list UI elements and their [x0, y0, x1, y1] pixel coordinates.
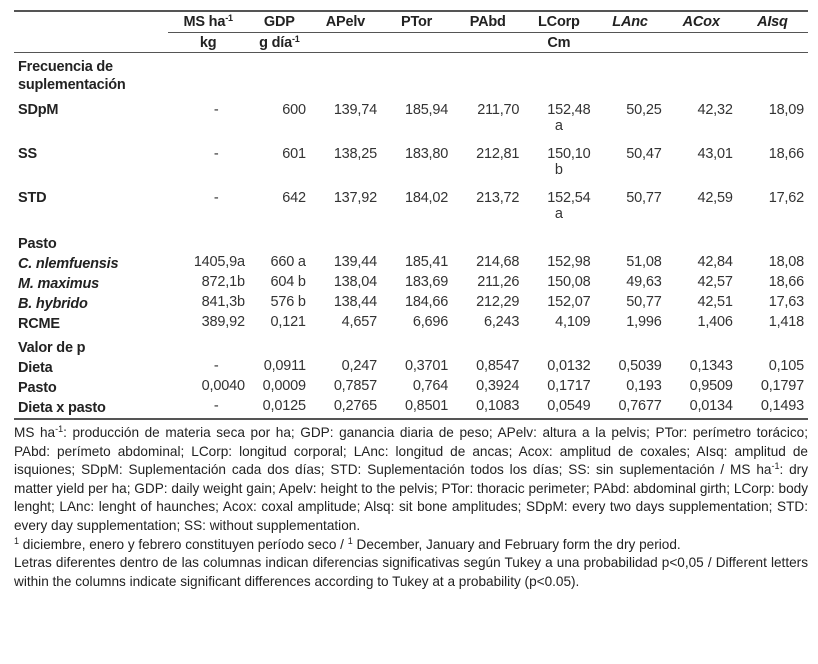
value: 185,94 [404, 102, 449, 118]
value-cell [249, 254, 310, 274]
value-cell [737, 358, 808, 378]
value: 213,72 [476, 190, 520, 206]
table-row [14, 254, 808, 274]
value-cell [523, 358, 594, 378]
footnote-part: December, January and February form the dry period. [352, 536, 681, 552]
value: 152,48 [547, 102, 591, 118]
value: 4,657 [341, 314, 377, 330]
value: 138,25 [333, 146, 377, 162]
value-cell [381, 142, 452, 186]
units-spacer [452, 33, 523, 53]
value-cell [168, 358, 249, 378]
footnote-part: diciembre, enero y febrero constituyen período seco / [19, 536, 348, 552]
header-row [14, 11, 808, 33]
value-cell [310, 186, 381, 230]
empty-cell [523, 53, 594, 99]
value: 43,01 [697, 146, 733, 162]
value: 42,32 [697, 102, 733, 118]
value-cell [594, 398, 665, 419]
header-apelv: APelv [310, 11, 381, 33]
section-row [14, 230, 808, 254]
value: - [213, 398, 219, 414]
value: 0,121 [270, 314, 306, 330]
value-cell [168, 254, 249, 274]
footnote-sup: -1 [55, 424, 64, 434]
units-g [249, 33, 310, 53]
results-table [14, 10, 808, 420]
header-gdp: GDP [249, 11, 310, 33]
table-row [14, 398, 808, 419]
units-spacer [666, 33, 737, 53]
value-cell [452, 314, 523, 334]
header-ms-label: MS ha [183, 14, 226, 30]
value: 137,92 [333, 190, 377, 206]
value-cell [381, 186, 452, 230]
value: 660 a [270, 254, 306, 270]
value-cell [310, 378, 381, 398]
value: 872,1b [201, 274, 245, 290]
empty-cell [381, 334, 452, 358]
units-kg: kg [168, 33, 249, 53]
value-cell [452, 254, 523, 274]
value: 138,44 [333, 294, 377, 310]
row-label: Dieta [18, 360, 53, 376]
value-cell [666, 254, 737, 274]
value: 601 [282, 146, 306, 162]
section-title: Frecuencia de suplementación [18, 59, 126, 93]
value-cell [452, 274, 523, 294]
header-blank [14, 11, 168, 33]
value-cell [594, 98, 665, 142]
value-cell [737, 98, 808, 142]
value: 152,98 [547, 254, 591, 270]
row-label: RCME [18, 316, 60, 332]
value-cell [666, 294, 737, 314]
section-title: Valor de p [18, 339, 86, 356]
value: 139,44 [333, 254, 377, 270]
value: - [213, 190, 219, 206]
footnote-dry-period [14, 536, 808, 555]
value-cell [666, 142, 737, 186]
value-cell [452, 398, 523, 419]
value-cell [737, 254, 808, 274]
value-cell [249, 142, 310, 186]
value-cell [168, 314, 249, 334]
value: 49,63 [626, 274, 662, 290]
value: 389,92 [201, 314, 245, 330]
value: 1,996 [626, 314, 662, 330]
footnote-sup: 1 [347, 535, 353, 546]
value: 184,66 [404, 294, 449, 310]
value-cell [310, 358, 381, 378]
value-cell [249, 378, 310, 398]
value-cell [523, 314, 594, 334]
value: 576 b [270, 294, 306, 310]
value: 184,02 [404, 190, 449, 206]
value-cell [452, 142, 523, 186]
empty-cell [523, 230, 594, 254]
value: - [213, 102, 219, 118]
value: 212,29 [476, 294, 520, 310]
empty-cell [168, 230, 249, 254]
value: 18,66 [768, 146, 804, 162]
empty-cell [523, 334, 594, 358]
value: 0,0009 [262, 378, 306, 394]
significance-letter: a [554, 118, 563, 134]
value-cell [666, 314, 737, 334]
value: 18,08 [768, 254, 804, 270]
units-g-sup: -1 [291, 33, 300, 44]
value-cell [523, 378, 594, 398]
row-label: Dieta x pasto [14, 398, 168, 419]
value: 0,7857 [333, 378, 377, 394]
row-label: C. nlemfuensis [18, 256, 119, 272]
value: 600 [282, 102, 306, 118]
value-cell [310, 254, 381, 274]
value-cell [381, 314, 452, 334]
value: 1,418 [768, 314, 804, 330]
value-cell [523, 294, 594, 314]
table-row [14, 358, 808, 378]
value: 42,84 [697, 254, 733, 270]
value-cell [594, 274, 665, 294]
units-blank [14, 33, 168, 53]
value-cell [594, 314, 665, 334]
value: 185,41 [404, 254, 449, 270]
value-cell [666, 358, 737, 378]
value: 0,8501 [404, 398, 449, 414]
empty-cell [249, 53, 310, 99]
value-cell [249, 294, 310, 314]
value: 0,2765 [333, 398, 377, 414]
value: 642 [282, 190, 306, 206]
value: 50,47 [626, 146, 662, 162]
value-cell [666, 186, 737, 230]
value-cell [381, 98, 452, 142]
empty-cell [249, 334, 310, 358]
value-cell [168, 398, 249, 419]
empty-cell [594, 230, 665, 254]
value: 150,10 [547, 146, 591, 162]
significance-letter: a [554, 206, 563, 222]
empty-cell [381, 53, 452, 99]
value: 604 b [270, 274, 306, 290]
value: 18,09 [768, 102, 804, 118]
value-cell [452, 98, 523, 142]
row-label: STD [18, 190, 47, 206]
footnote-part: MS ha [14, 425, 56, 440]
empty-cell [666, 53, 737, 99]
value: 0,1083 [476, 398, 520, 414]
value-cell [310, 398, 381, 419]
empty-cell [381, 230, 452, 254]
value-cell [594, 254, 665, 274]
table-row [14, 186, 808, 230]
value-cell [452, 378, 523, 398]
value-cell [737, 186, 808, 230]
value: 1405,9a [193, 254, 245, 270]
value: 17,62 [768, 190, 804, 206]
value: 0,193 [626, 378, 662, 394]
units-spacer [594, 33, 665, 53]
footnote-part: : dry matter yield per ha; GDP: daily weight gain; Apelv: height to the pelvis; PTor: thoracic perimeter; PAbd: abdominal girth; LCorp: body lenght; LAnc: lenght of haunches; Acox: coxal amplitude; Alsq: sit bone amplitudes; SDpM: every two days supplementation; STD: every day supplementation; SS: without supplementation. [14, 462, 809, 533]
value-cell [594, 186, 665, 230]
empty-cell [452, 334, 523, 358]
header-acox: ACox [666, 11, 737, 33]
value-cell [523, 254, 594, 274]
units-cm: Cm [523, 33, 594, 53]
value: 4,109 [555, 314, 591, 330]
value-cell [249, 398, 310, 419]
value: 50,77 [626, 190, 662, 206]
empty-cell [737, 230, 808, 254]
value-cell [523, 274, 594, 294]
units-row [14, 33, 808, 53]
value-cell [666, 274, 737, 294]
units-g-label: g día [259, 34, 292, 51]
value-cell [249, 186, 310, 230]
value: - [213, 146, 219, 162]
value: - [213, 358, 219, 374]
footnote-sup: 1 [14, 535, 20, 546]
value: 0,1717 [547, 378, 591, 394]
value: 212,81 [476, 146, 520, 162]
value: 18,66 [768, 274, 804, 290]
value-cell [168, 378, 249, 398]
section-title: Pasto [18, 235, 57, 252]
value-cell [737, 274, 808, 294]
empty-cell [310, 334, 381, 358]
value-cell [666, 98, 737, 142]
value: 0,1343 [689, 358, 733, 374]
value: 17,63 [768, 294, 804, 310]
value-cell [381, 398, 452, 419]
value-cell [310, 274, 381, 294]
footnote-sup: -1 [771, 461, 780, 472]
header-aisq: AIsq [737, 11, 808, 33]
value: 0,1493 [760, 398, 804, 414]
value: 183,69 [404, 274, 449, 290]
empty-cell [168, 53, 249, 99]
header-ms-sup: -1 [225, 13, 233, 23]
empty-cell [737, 53, 808, 99]
value: 42,51 [697, 294, 733, 310]
value-cell [168, 294, 249, 314]
footnote-abbreviations [14, 424, 808, 536]
value: 6,696 [412, 314, 449, 330]
value: 152,54 [547, 190, 591, 206]
value-cell [381, 274, 452, 294]
footnote-tukey: Letras diferentes dentro de las columnas indican diferencias significativas según Tukey a una probabilidad p<0,05 / Different letters within the columns indicate significant differences according to Tukey at a probability (p<0.05). [14, 555, 808, 589]
value: 0,9509 [689, 378, 733, 394]
units-spacer [737, 33, 808, 53]
value: 211,70 [477, 102, 520, 118]
value-cell [310, 98, 381, 142]
value: 0,0549 [547, 398, 591, 414]
value-cell [452, 186, 523, 230]
units-spacer [310, 33, 381, 53]
row-label: B. hybrido [18, 296, 88, 312]
value-cell [594, 378, 665, 398]
value-cell [249, 314, 310, 334]
header-ptor: PTor [381, 11, 452, 33]
empty-cell [737, 334, 808, 358]
value: 841,3b [201, 294, 245, 310]
value: 50,25 [626, 102, 662, 118]
header-pabd: PAbd [452, 11, 523, 33]
value: 150,08 [547, 274, 591, 290]
value-cell [737, 142, 808, 186]
value: 0,105 [768, 358, 804, 374]
row-label: SDpM [18, 102, 59, 118]
value-cell [666, 378, 737, 398]
value: 183,80 [404, 146, 449, 162]
value: 0,0125 [262, 398, 306, 414]
empty-cell [594, 53, 665, 99]
value-cell [310, 294, 381, 314]
empty-cell [666, 334, 737, 358]
value-cell [666, 398, 737, 419]
value: 152,07 [547, 294, 591, 310]
value-cell [737, 398, 808, 419]
table-row [14, 314, 808, 334]
value: 50,77 [626, 294, 662, 310]
value: 51,08 [626, 254, 662, 270]
value: 0,8547 [476, 358, 520, 374]
value: 0,3924 [476, 378, 520, 394]
table-row [14, 142, 808, 186]
value: 0,0134 [689, 398, 733, 414]
value: 6,243 [483, 314, 520, 330]
units-spacer [381, 33, 452, 53]
empty-cell [666, 230, 737, 254]
table-body [14, 53, 808, 420]
empty-cell [310, 53, 381, 99]
value: 1,406 [697, 314, 733, 330]
value: 42,59 [697, 190, 733, 206]
empty-cell [452, 53, 523, 99]
value-cell [737, 378, 808, 398]
value-cell [381, 294, 452, 314]
value-cell [452, 358, 523, 378]
value-cell [168, 186, 249, 230]
empty-cell [249, 230, 310, 254]
significance-letter: b [554, 162, 563, 178]
value-cell [737, 314, 808, 334]
value-cell [523, 186, 594, 230]
value-cell [381, 254, 452, 274]
value-cell [737, 294, 808, 314]
header-lcorp: LCorp [523, 11, 594, 33]
value-cell [381, 378, 452, 398]
value-cell [249, 358, 310, 378]
value: 0,0911 [263, 358, 306, 374]
value: 138,04 [333, 274, 377, 290]
value: 0,247 [341, 358, 377, 374]
section-row [14, 334, 808, 358]
empty-cell [310, 230, 381, 254]
value-cell [310, 314, 381, 334]
value-cell [452, 294, 523, 314]
value-cell [381, 358, 452, 378]
row-label: Pasto [18, 380, 57, 396]
value-cell [523, 98, 594, 142]
value-cell [168, 274, 249, 294]
value-cell [594, 142, 665, 186]
value-cell [168, 142, 249, 186]
empty-cell [594, 334, 665, 358]
value: 0,0040 [201, 378, 245, 394]
table-row [14, 294, 808, 314]
row-label: M. maximus [18, 276, 99, 292]
value-cell [310, 142, 381, 186]
header-lanc: LAnc [594, 11, 665, 33]
value: 139,74 [333, 102, 377, 118]
value-cell [168, 98, 249, 142]
value: 0,0132 [547, 358, 591, 374]
value: 0,7677 [618, 398, 662, 414]
value-cell [594, 294, 665, 314]
value-cell [523, 142, 594, 186]
header-ms [168, 11, 249, 33]
footnote-part: : producción de materia seca por ha; GDP: ganancia diaria de peso; APelv: altura a la pelvis; PTor: perímetro torácico; PAbd: perímeto abdominal; LCorp: longitud corporal; LAnc: longitud de ancas; Acox: amplitud de coxales; AIsq: amplitud de isquiones; SDpM: Suplementación cada dos días; STD: Suplementación todos los días; SS: sin suplementación / MS ha [14, 425, 808, 478]
footnotes [14, 424, 808, 591]
value-cell [594, 358, 665, 378]
empty-cell [452, 230, 523, 254]
section-row [14, 53, 808, 99]
value: 42,57 [697, 274, 733, 290]
value: 0,3701 [404, 358, 449, 374]
value-cell [249, 274, 310, 294]
table-row [14, 98, 808, 142]
value-cell [523, 398, 594, 419]
value-cell [249, 98, 310, 142]
value: 0,764 [412, 378, 449, 394]
value: 0,5039 [618, 358, 662, 374]
row-label: SS [18, 146, 37, 162]
value: 0,1797 [760, 378, 804, 394]
table-row [14, 378, 808, 398]
value: 211,26 [477, 274, 520, 290]
table-row [14, 274, 808, 294]
value: 214,68 [476, 254, 520, 270]
empty-cell [168, 334, 249, 358]
